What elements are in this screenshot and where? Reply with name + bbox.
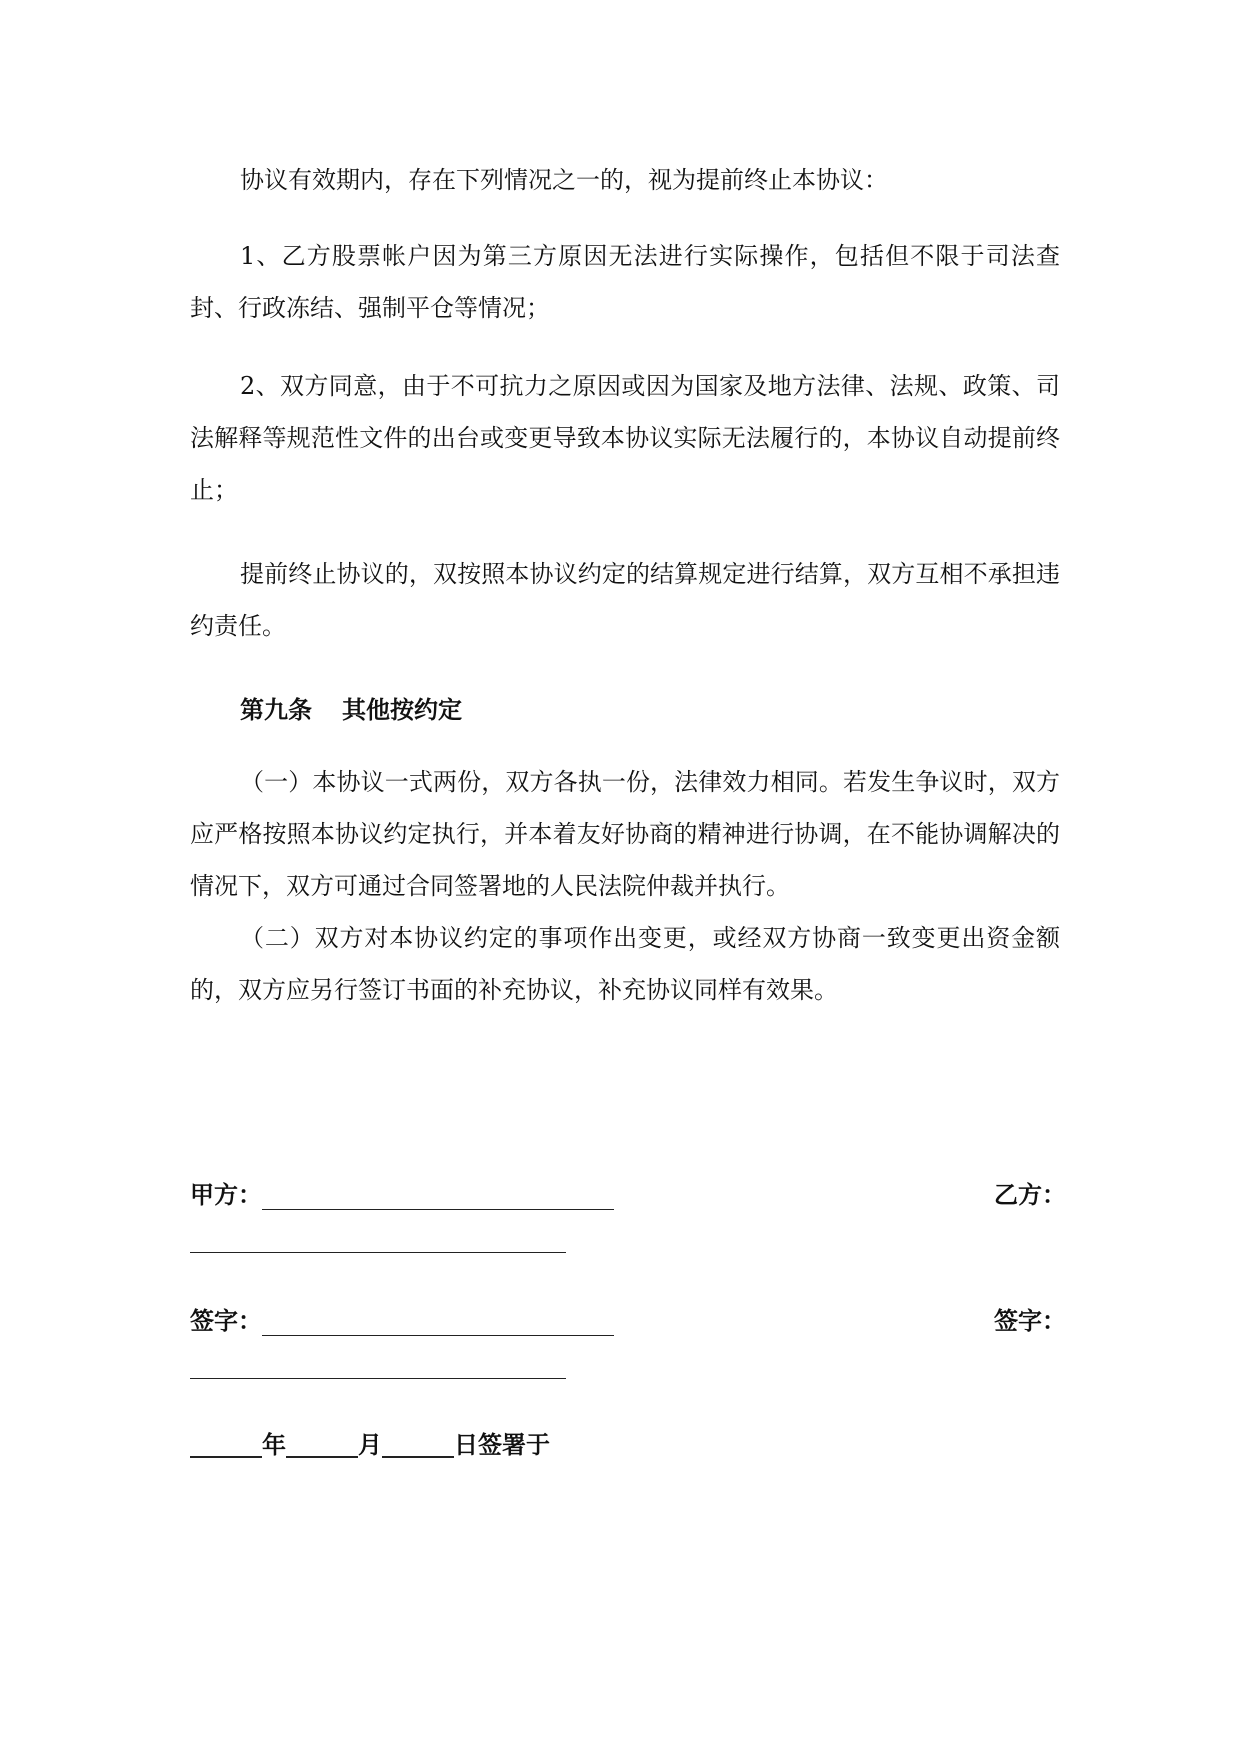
paragraph-termination-intro: 协议有效期内，存在下列情况之一的，视为提前终止本协议： [240, 166, 888, 194]
article-9-title: 其他按约定 [342, 695, 462, 724]
article-9-clause-2: （二）双方对本协议约定的事项作出变更，或经双方协商一致变更出资金额的，双方应另行签订书面的补充协议，补充协议同样有效果。 [190, 924, 1060, 1004]
party-b-line[interactable] [190, 1252, 566, 1253]
party-a-label: 甲方： [190, 1181, 262, 1209]
paragraph-termination-item-2: 2、双方同意，由于不可抗力之原因或因为国家及地方法律、法规、政策、司法解释等规范性文件的出台或变更导致本协议实际无法履行的，本协议自动提前终止； [190, 372, 1060, 504]
article-9-clause-1: （一）本协议一式两份，双方各执一份，法律效力相同。若发生争议时，双方应严格按照本协议约定执行，并本着友好协商的精神进行协调，在不能协调解决的情况下，双方可通过合同签署地的人民法院仲裁并执行。 [190, 768, 1060, 900]
sign-b-label: 签字： [994, 1307, 1066, 1335]
sign-a-line[interactable] [262, 1335, 614, 1336]
day-blank[interactable] [382, 1430, 454, 1458]
signing-date-row [190, 1428, 550, 1462]
sign-a-label: 签字： [190, 1307, 262, 1335]
party-b-label: 乙方： [994, 1181, 1066, 1209]
year-label: 年 [262, 1431, 286, 1459]
month-label: 月 [358, 1431, 382, 1459]
article-9-heading [240, 690, 462, 730]
paragraph-termination-settlement: 提前终止协议的，双按照本协议约定的结算规定进行结算，双方互相不承担违约责任。 [190, 560, 1060, 640]
year-blank[interactable] [190, 1430, 262, 1458]
day-label: 日签署于 [454, 1431, 550, 1459]
party-a-line[interactable] [262, 1209, 614, 1210]
sign-b-line[interactable] [190, 1378, 566, 1379]
article-9-number: 第九条 [240, 695, 312, 724]
paragraph-termination-item-1: 1、乙方股票帐户因为第三方原因无法进行实际操作，包括但不限于司法查封、行政冻结、强制平仓等情况； [190, 242, 1060, 322]
month-blank[interactable] [286, 1430, 358, 1458]
